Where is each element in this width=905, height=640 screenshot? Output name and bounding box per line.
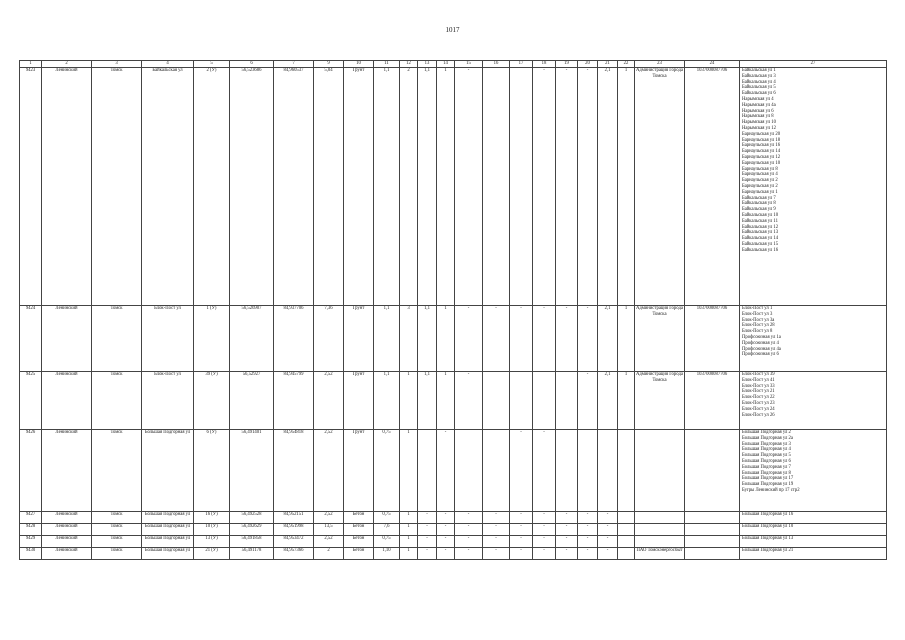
column-header: 24 (685, 61, 740, 68)
column-header: 21 (598, 61, 618, 68)
table-cell: 1,1 (418, 372, 437, 430)
table-cell: - (510, 536, 533, 548)
street-address: Барнаульская ул 1 (742, 189, 778, 195)
table-cell: - (533, 536, 556, 548)
table-body (20, 68, 887, 560)
table-cell: 2 (У) (194, 68, 230, 306)
table-cell: Ленинский (42, 430, 92, 512)
table-cell (618, 548, 635, 560)
street-address: Блок-Пост ул 1 (742, 306, 773, 311)
street-address: Блок-Пост ул 3 (742, 311, 773, 317)
table-cell: - (533, 430, 556, 512)
street-address: Большая Подгорная ул 2а (742, 435, 793, 441)
table-cell: 2,52 (314, 536, 344, 548)
table-cell: - (510, 548, 533, 560)
street-address: Большая Подгорная ул 17 (742, 476, 794, 482)
table-cell: Бетон (344, 512, 374, 524)
table-cell: 56,492629 (230, 524, 274, 536)
street-list-cell (740, 524, 887, 536)
table-cell: 56,52927 (230, 372, 274, 430)
street-address: Блок-Пост ул 22 (742, 395, 775, 401)
table-cell: - (533, 524, 556, 536)
table-cell: 9430 (20, 548, 42, 560)
table-cell: 84,960537 (274, 68, 314, 306)
table-cell (685, 536, 740, 548)
table-cell: 1,1 (374, 68, 400, 306)
table-cell (533, 372, 556, 430)
table-cell: - (418, 512, 437, 524)
table-cell: 9428 (20, 524, 42, 536)
table-cell: - (598, 524, 618, 536)
street-address: Профсоюзная ул 1а (742, 334, 781, 340)
street-address: Блок-Пост ул 28 (742, 323, 775, 329)
table-cell: Ленинский (42, 372, 92, 430)
table-cell: 1 (618, 306, 635, 372)
street-address: Барнаульская ул 2 (742, 183, 778, 189)
table-cell: 1037000087706 (685, 306, 740, 372)
table-cell: 1 (400, 372, 418, 430)
table-cell: Большая Подгорная ул (142, 512, 194, 524)
table-cell: 1 (400, 512, 418, 524)
table-row (20, 536, 887, 548)
table-cell (618, 524, 635, 536)
column-header: 14 (437, 61, 455, 68)
table-cell: 1 (400, 430, 418, 512)
street-list-cell (740, 512, 887, 524)
table-cell (685, 524, 740, 536)
column-header: 3 (92, 61, 142, 68)
street-list-cell (740, 372, 887, 430)
street-address: Большая Подгорная ул 13 (742, 536, 794, 541)
street-address: Профсоюзная ул 4а (742, 346, 781, 352)
table-cell: Ленинский (42, 524, 92, 536)
column-header: 17 (510, 61, 533, 68)
street-address: Байкальская ул 8 (742, 201, 776, 207)
table-cell (635, 512, 685, 524)
table-cell: 0,75 (374, 512, 400, 524)
table-cell: - (455, 524, 483, 536)
street-address: Байкальская ул 13 (742, 230, 779, 236)
table-cell: 1 (437, 372, 455, 430)
table-cell: 9425 (20, 372, 42, 430)
column-header: 11 (374, 61, 400, 68)
street-list-cell (740, 306, 887, 372)
table-cell: 6 (У) (194, 430, 230, 512)
table-cell: - (455, 372, 483, 430)
table-cell: 0,75 (374, 430, 400, 512)
table-row (20, 524, 887, 536)
street-list-cell (740, 548, 887, 560)
street-address: Бугры Ленинский пр 17 стр2 (742, 487, 800, 493)
table-cell: - (556, 68, 578, 306)
table-cell: - (578, 512, 598, 524)
table-cell: - (437, 512, 455, 524)
column-header: 5 (194, 61, 230, 68)
table-cell: - (437, 548, 455, 560)
table-cell (635, 536, 685, 548)
table-cell: Ленинский (42, 68, 92, 306)
street-address: Барнаульская ул 16 (742, 143, 781, 149)
table-cell: - (533, 306, 556, 372)
table-cell: - (437, 536, 455, 548)
table-cell: Большая Подгорная ул (142, 536, 194, 548)
table-cell: - (556, 536, 578, 548)
table-cell: 2,1 (598, 306, 618, 372)
table-cell: 9426 (20, 430, 42, 512)
table-cell: - (533, 548, 556, 560)
table-cell: 84,945799 (274, 372, 314, 430)
table-cell: 56,491178 (230, 548, 274, 560)
table-header-row (20, 61, 887, 68)
table-cell: Томск (92, 524, 142, 536)
table-cell: - (418, 524, 437, 536)
table-cell: - (455, 548, 483, 560)
table-cell: Большая Подгорная ул (142, 524, 194, 536)
table-cell (455, 430, 483, 512)
street-address: Нарымская ул 8 (742, 114, 774, 120)
table-cell: Администрация Города Томска (635, 68, 685, 306)
table-cell: - (578, 68, 598, 306)
table-cell: Томск (92, 430, 142, 512)
table-cell: Блок-Пост ул (142, 372, 194, 430)
table-cell: 2 (400, 68, 418, 306)
table-row (20, 306, 887, 372)
table-cell: Ленинский (42, 512, 92, 524)
street-address: Блок-Пост ул 21 (742, 389, 775, 395)
table-cell: 2,1 (598, 68, 618, 306)
table-cell: 13 (У) (194, 536, 230, 548)
table-cell: 1 (400, 524, 418, 536)
table-cell: - (533, 512, 556, 524)
table-cell: 84,954818 (274, 430, 314, 512)
table-cell: 1,1 (374, 306, 400, 372)
street-address: Блок-Пост ул 8 (742, 329, 773, 335)
table-cell: Томск (92, 512, 142, 524)
street-address: Большая Подгорная ул 5 (742, 453, 791, 459)
street-address: Блок-Пост ул 24 (742, 406, 775, 412)
street-address: Блок-Пост ул 3а (742, 317, 775, 323)
table-cell: 1037000087706 (685, 372, 740, 430)
table-cell: 56,491858 (230, 536, 274, 548)
street-address: Байкальская ул 16 (742, 247, 779, 253)
table-cell: Ленинский (42, 548, 92, 560)
column-header: 13 (418, 61, 437, 68)
table-cell (510, 372, 533, 430)
table-cell (556, 372, 578, 430)
street-address: Большая Подгорная ул 7 (742, 464, 791, 470)
table-cell (685, 548, 740, 560)
table-cell: 1,1 (418, 68, 437, 306)
street-address: Большая Подгорная ул 8 (742, 470, 791, 476)
table-cell: 1,1 (374, 372, 400, 430)
table-cell: Блок-Пост ул (142, 306, 194, 372)
table-cell (483, 372, 510, 430)
table-cell: - (455, 306, 483, 372)
table-row (20, 372, 887, 430)
column-header: 10 (344, 61, 374, 68)
table-cell: Большая Подгорная ул (142, 548, 194, 560)
table-cell: - (418, 548, 437, 560)
street-address: Байкальская ул 3 (742, 73, 776, 79)
street-address: Блок-Пост ул 26 (742, 412, 775, 418)
street-address: Барнаульская ул 20 (742, 131, 781, 137)
table-cell: 1,10 (374, 548, 400, 560)
table-cell: - (556, 524, 578, 536)
table-cell: - (598, 548, 618, 560)
column-header: 9 (314, 61, 344, 68)
table-cell (618, 536, 635, 548)
street-address: Нарымская ул 12 (742, 125, 776, 131)
table-cell: 56,492528 (230, 512, 274, 524)
street-address: Байкальская ул 5 (742, 85, 776, 91)
table-cell: - (483, 306, 510, 372)
table-cell: 39 (У) (194, 372, 230, 430)
column-header: 12 (400, 61, 418, 68)
street-address: Профсоюзная ул 4 (742, 340, 779, 346)
table-cell: - (483, 512, 510, 524)
street-address: Барнаульская ул 8 (742, 166, 778, 172)
table-cell: 16 (У) (194, 512, 230, 524)
table-cell: - (578, 524, 598, 536)
table-cell: Бетон (344, 536, 374, 548)
table-cell: Томск (92, 536, 142, 548)
column-header: 23 (635, 61, 685, 68)
table-cell (418, 430, 437, 512)
table-cell: 84,937706 (274, 306, 314, 372)
street-address: Большая Подгорная ул 19 (742, 482, 794, 488)
column-header: 20 (578, 61, 598, 68)
table-cell: - (418, 536, 437, 548)
table-cell: - (578, 548, 598, 560)
table-row (20, 548, 887, 560)
table-cell: Администрация Города Томска (635, 306, 685, 372)
table-cell: Грунт (344, 372, 374, 430)
table-row (20, 430, 887, 512)
table-cell: 84,951998 (274, 524, 314, 536)
street-list-cell (740, 68, 887, 306)
table-cell: Бетон (344, 548, 374, 560)
table-cell: - (455, 68, 483, 306)
street-address: Барнаульская ул 2 (742, 178, 778, 184)
street-address: Блок-Пост ул 23 (742, 400, 775, 406)
table-cell: - (510, 430, 533, 512)
table-cell: - (455, 512, 483, 524)
street-address: Нарымская ул 4 (742, 96, 774, 102)
table-cell (618, 512, 635, 524)
table-cell: 2,1 (598, 372, 618, 430)
table-cell: 84,952151 (274, 512, 314, 524)
table-row (20, 512, 887, 524)
street-address: Нарымская ул 10 (742, 120, 776, 126)
table-cell: 1 (400, 548, 418, 560)
street-address: Байкальская ул 11 (742, 218, 778, 224)
table-cell (685, 430, 740, 512)
table-cell: - (510, 524, 533, 536)
column-header: 1 (20, 61, 42, 68)
table-cell (635, 524, 685, 536)
table-cell: 13,5 (314, 524, 344, 536)
street-address: Барнаульская ул 12 (742, 154, 781, 160)
table-cell: Томск (92, 548, 142, 560)
column-header: 16 (483, 61, 510, 68)
table-cell: - (483, 548, 510, 560)
column-header: 7 (274, 61, 314, 68)
table-cell: 56,491401 (230, 430, 274, 512)
table-cell: - (483, 536, 510, 548)
table-cell: - (483, 524, 510, 536)
street-address: Большая Подгорная ул 4 (742, 447, 791, 453)
table-cell: 1 (У) (194, 306, 230, 372)
table-cell: 10 (У) (194, 524, 230, 536)
table-cell: 1,1 (418, 306, 437, 372)
table-cell: 1 (400, 536, 418, 548)
table-cell: Администрация Города Томска (635, 372, 685, 430)
table-cell: 0,75 (374, 536, 400, 548)
street-list-cell (740, 430, 887, 512)
table-cell: 1 (437, 68, 455, 306)
table-cell: Грунт (344, 430, 374, 512)
table-cell: Байкальская ул (142, 68, 194, 306)
table-cell: - (598, 512, 618, 524)
table-cell: ПАО Томскэнергосбыт (635, 548, 685, 560)
table-cell: Томск (92, 306, 142, 372)
table-cell: 5,04 (314, 68, 344, 306)
column-header: 6 (230, 61, 274, 68)
street-address: Большая Подгорная ул 16 (742, 512, 794, 517)
table-cell: - (437, 524, 455, 536)
table-cell: Грунт (344, 68, 374, 306)
table-cell: Бетон (344, 524, 374, 536)
column-header: 2 (42, 61, 92, 68)
table-cell: - (598, 536, 618, 548)
table-cell: Томск (92, 372, 142, 430)
table-cell: 21 (У) (194, 548, 230, 560)
table-cell (685, 512, 740, 524)
table-cell (510, 68, 533, 306)
table-cell: 3 (400, 306, 418, 372)
table-cell: 9424 (20, 306, 42, 372)
street-address: Байкальская ул 6 (742, 91, 776, 97)
table-cell: - (578, 306, 598, 372)
table-cell: Грунт (344, 306, 374, 372)
column-header: 22 (618, 61, 635, 68)
street-address: Барнаульская ул 4 (742, 172, 778, 178)
table-cell: - (437, 430, 455, 512)
table-cell: - (510, 306, 533, 372)
column-header: 4 (142, 61, 194, 68)
table-cell (556, 430, 578, 512)
street-address: Блок-Пост ул 41 (742, 377, 775, 383)
table-cell: 1037000087706 (685, 68, 740, 306)
table-cell: 84,957366 (274, 548, 314, 560)
street-address: Байкальская ул 9 (742, 207, 776, 213)
registry-table (19, 60, 887, 560)
table-cell: 2,52 (314, 430, 344, 512)
table-cell: - (533, 68, 556, 306)
street-address: Байкальская ул 4 (742, 79, 776, 85)
table-cell: - (455, 536, 483, 548)
column-header: 19 (556, 61, 578, 68)
table-cell: Томск (92, 68, 142, 306)
street-address: Барнаульская ул 18 (742, 137, 781, 143)
table-cell: 1 (618, 372, 635, 430)
table-cell (598, 430, 618, 512)
table-cell: Ленинский (42, 306, 92, 372)
table-cell: 2,52 (314, 512, 344, 524)
column-header: 15 (455, 61, 483, 68)
table-cell: 56,526907 (230, 306, 274, 372)
table-cell: 7,36 (314, 306, 344, 372)
table-cell: 2,52 (314, 372, 344, 430)
street-address: Профсоюзная ул 6 (742, 352, 779, 358)
street-address: Нарымская ул 4а (742, 102, 776, 108)
street-address: Барнаульская ул 14 (742, 149, 781, 155)
street-address: Байкальская ул 12 (742, 224, 779, 230)
table-cell: 1 (437, 306, 455, 372)
table-cell: - (578, 536, 598, 548)
table-cell (578, 430, 598, 512)
table-cell: Ленинский (42, 536, 92, 548)
street-address: Большая Подгорная ул 10 (742, 524, 794, 529)
table-cell: 7,6 (374, 524, 400, 536)
column-header: 27 (740, 61, 887, 68)
table-cell: - (556, 512, 578, 524)
table-cell: 2 (314, 548, 344, 560)
table-row (20, 68, 887, 306)
street-address: Большая Подгорная ул 2 (742, 430, 791, 435)
street-address: Байкальская ул 15 (742, 241, 779, 247)
street-address: Байкальская ул 10 (742, 212, 779, 218)
table-cell: 1 (618, 68, 635, 306)
table-cell: - (510, 512, 533, 524)
table-cell: 9423 (20, 68, 42, 306)
table-cell (635, 430, 685, 512)
street-address: Большая Подгорная ул 6 (742, 458, 791, 464)
table-cell: 9429 (20, 536, 42, 548)
table-cell: - (578, 372, 598, 430)
street-address: Большая Подгорная ул 3 (742, 441, 791, 447)
table-cell (483, 68, 510, 306)
street-address: Нарымская ул 6 (742, 108, 774, 114)
street-address: Байкальская ул 7 (742, 195, 776, 201)
table-cell: - (556, 548, 578, 560)
table-cell: 56,523686 (230, 68, 274, 306)
street-address: Байкальская ул 14 (742, 236, 779, 242)
table-cell: 84,953472 (274, 536, 314, 548)
table-cell: 9427 (20, 512, 42, 524)
table-cell: - (556, 306, 578, 372)
street-list-cell (740, 536, 887, 548)
street-address: Барнаульская ул 10 (742, 160, 781, 166)
table-cell: Большая Подгорная ул (142, 430, 194, 512)
street-address: Блок-Пост ул 39 (742, 372, 775, 377)
page-number: 1017 (445, 26, 460, 34)
table-cell (483, 430, 510, 512)
table-cell (618, 430, 635, 512)
column-header: 18 (533, 61, 556, 68)
street-address: Блок-Пост ул 33 (742, 383, 775, 389)
street-address: Большая Подгорная ул 21 (742, 548, 794, 553)
street-address: Байкальская ул 1 (742, 68, 776, 73)
